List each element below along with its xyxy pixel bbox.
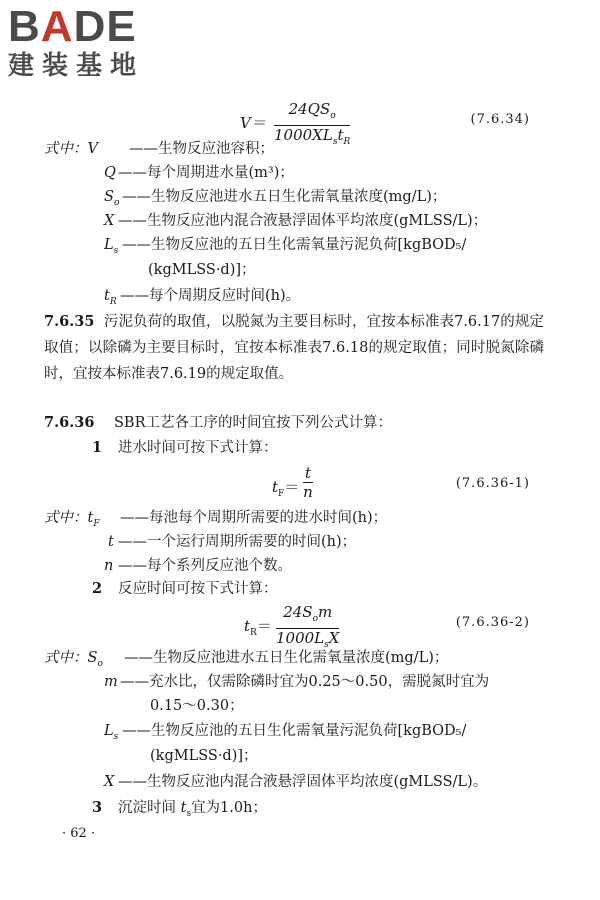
equation-lhs: $t_F=$ xyxy=(272,478,300,499)
fraction-numerator: t xyxy=(305,464,312,482)
clause-7-6-35: 7.6.35 污泥负荷的取值，以脱氮为主要目标时，宜按本标准表7.6.17的规定取值；以除磷为主要目标时，宜按本标准表7.6.18的规定取值；同时脱氮除磷时，宜按本标准表7.6.19的规定取值。 xyxy=(44,313,544,382)
fraction-denominator: n xyxy=(303,483,313,501)
equation-number: (7.6.36-1) xyxy=(455,476,530,491)
equation-number: (7.6.34) xyxy=(470,112,530,127)
logo-subtitle: 建装基地 xyxy=(8,51,145,81)
equation-fraction xyxy=(303,464,313,501)
equation-lhs: V＝ xyxy=(240,114,266,132)
equation-number: (7.6.36-2) xyxy=(455,615,530,630)
page-number: · 62 · xyxy=(62,826,96,841)
equation-7-6-36-2 xyxy=(0,603,600,650)
logo-letter-b: B xyxy=(8,2,41,51)
equation-fraction xyxy=(274,100,350,151)
fraction-numerator: $24QS_o$ xyxy=(274,100,350,126)
equation-lhs: $t_R=$ xyxy=(244,617,272,638)
fraction-denominator: $1000XL_st_R$ xyxy=(274,126,351,147)
logo-brand-text xyxy=(8,4,178,50)
brand-logo xyxy=(8,4,178,80)
logo-letter-a: A xyxy=(40,2,74,51)
fraction-denominator: $1000L_sX$ xyxy=(276,629,340,650)
equation-7-6-34 xyxy=(0,100,600,147)
fraction-numerator: $24S_om$ xyxy=(276,603,339,629)
logo-letters-de: DE xyxy=(73,2,137,51)
equation-7-6-36-1 xyxy=(0,464,600,504)
